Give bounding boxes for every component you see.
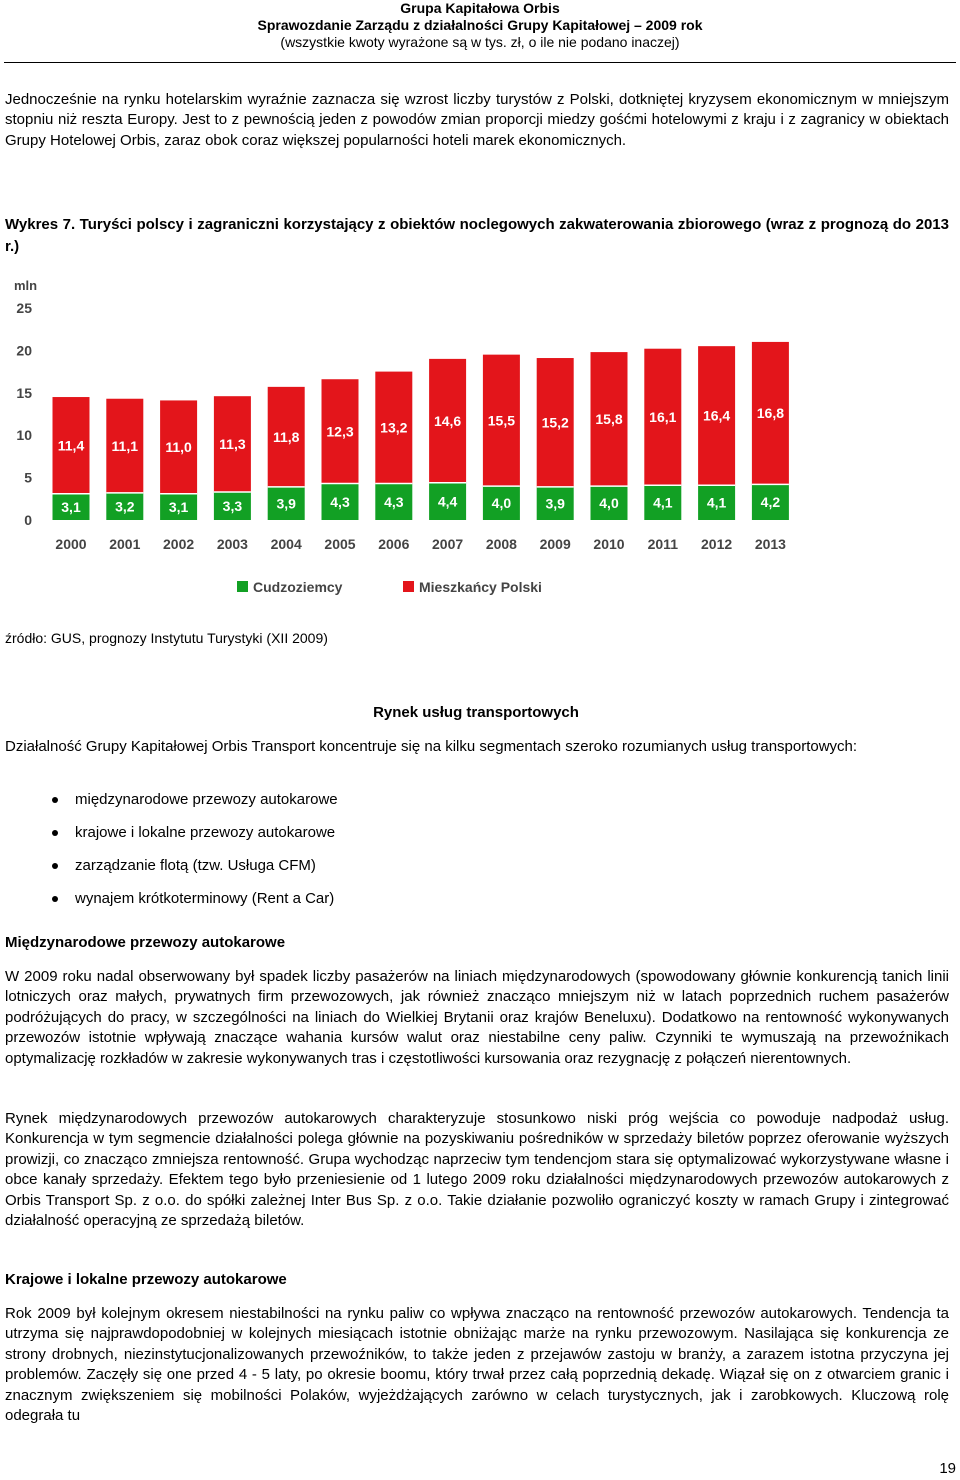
data-label-mieszkancy: 15,8 [595,411,623,428]
data-label-mieszkancy: 15,5 [487,412,516,429]
legend-swatch-cudzoziemcy [237,581,248,592]
header-currency-note: (wszystkie kwoty wyrażone są w tys. zł, o ile nie podano inaczej) [280,34,680,50]
data-label-mieszkancy: 11,1 [111,437,139,454]
data-label-cudzoziemcy: 3,9 [545,495,565,512]
data-label-cudzoziemcy: 4,4 [437,493,458,510]
data-label-cudzoziemcy: 4,0 [599,495,619,512]
x-tick-label: 2005 [324,536,356,552]
legend-swatch-mieszkancy [403,581,414,592]
x-tick-label: 2001 [109,536,141,552]
list-item-text: międzynarodowe przewozy autokarowe [75,791,338,808]
legend-label-mieszkancy: Mieszkańcy Polski [419,579,542,595]
intl-paragraph-1: W 2009 roku nadal obserwowany był spadek liczby pasażerów na liniach międzynarodowych (spowodowany głównie konkurencją tanich linii lotniczych oraz małych, prywatnych firm przewozowych, jak również znacząco mniejszym niż w latach poprzednich ruchem pasażerów podróżujących do pracy, w szczególności na liniach do Wielkiej Brytanii oraz krajów Beneluxu). Dodatkowo na rentowność wykonywanych przewozów istotnie wpływają znaczące wahania kursów walut oraz niestabilne ceny paliw. Czynniki te wymuszają na przewoźnikach optymalizację rozkładów w zakresie wykonywanych tras i częstotliwości kursowania oraz rezygnację z połączeń nierentownych. [5,968,949,1067]
domestic-paragraph: Rok 2009 był kolejnym okresem niestabilności na rynku paliw co wpływa znacząco na rentowność przewozów autokarowych. Tendencja ta utrzyma się najprawdopodobniej w kolejnych miesiącach istotnie obniżając marże na rynku przewozowym. Nasilająca się konkurencja ze strony drobnych, niezinstytucjonalizowanych przewoźników, to także jeden z przejawów zastoju w branży, a zarazem istotna przyczyna jej problemów. Zaczęły się one przed 4 - 5 laty, po okresie boomu, który trwał przez całą poprzednią dekadę. Wiązał się on z otwarciem granic i znacznym zwiększeniem się mobilności Polaków, wyjeżdżających zarówno w celach turystycznych, jak i zarobkowych. Kluczową rolę odegrała tu [5,1305,949,1425]
y-tick-label: 15 [16,384,32,401]
intl-heading: Międzynarodowe przewozy autokarowe [5,934,286,951]
y-tick-label: 25 [16,300,32,316]
service-list [52,787,338,919]
data-label-mieszkancy: 16,8 [756,405,785,422]
chart-source: źródło: GUS, prognozy Instytutu Turystyki (XII 2009) [5,630,328,646]
chart-caption: Wykres 7. Turyści polscy i zagraniczni korzystający z obiektów noclegowych zakwaterowania zbiorowego (wraz z prognozą do 2013 r.) [5,216,949,255]
x-tick-label: 2002 [163,536,195,552]
y-tick-label: 0 [24,512,32,528]
bullet-icon [52,830,58,836]
x-tick-label: 2012 [701,536,733,552]
transport-intro: Działalność Grupy Kapitałowej Orbis Transport koncentruje się na kilku segmentach szeroko rozumianych usług transportowych: [5,738,858,755]
data-label-mieszkancy: 11,0 [165,439,192,456]
section-title: Rynek usług transportowych [373,704,579,721]
x-tick-label: 2004 [270,536,302,552]
x-tick-label: 2011 [647,536,678,552]
data-label-mieszkancy: 11,4 [57,437,85,454]
intl-paragraph-2: Rynek międzynarodowych przewozów autokarowych charakteryzuje stosunkowo niski próg wejścia co powoduje nadpodaż usług. Konkurencja w tym segmencie działalności polega głównie na pozyskiwaniu pośredników w sprzedaży biletów poprzez oferowanie wyższych prowizji, co znacząco zmniejsza rentowność. Grupa wychodząc naprzeciw tym tendencjom stara się optymalizować wykorzystywane własne i obce kanały sprzedaży. Efektem tego było przeniesienie od 1 lutego 2009 roku działalności międzynarodowych przewozów autokarowych z Orbis Transport Sp. z o.o. do spółki zależnej Inter Bus Sp. z o.o. Takie działanie pozwoliło ograniczyć koszty w ramach Grupy i zintegrować działalność operacyjną ze sprzedażą biletów. [5,1110,949,1230]
data-label-cudzoziemcy: 3,3 [222,498,243,515]
bullet-icon [52,797,58,803]
x-tick-label: 2009 [539,536,571,552]
page-number: 19 [939,1460,956,1477]
data-label-mieszkancy: 12,3 [326,423,354,440]
x-tick-label: 2008 [485,536,517,552]
header-company: Grupa Kapitałowa Orbis [400,0,560,16]
legend-label-cudzoziemcy: Cudzoziemcy [253,579,343,595]
x-tick-label: 2006 [378,536,410,552]
data-label-mieszkancy: 15,2 [541,414,569,431]
list-item-text: wynajem krótkoterminowy (Rent a Car) [75,890,335,907]
data-label-cudzoziemcy: 3,1 [61,498,81,515]
data-label-cudzoziemcy: 4,0 [491,495,512,512]
data-label-mieszkancy: 13,2 [380,419,408,436]
data-label-mieszkancy: 16,1 [649,408,677,425]
header-report-title: Sprawozdanie Zarządu z działalności Grupy Kapitałowej – 2009 rok [257,17,703,33]
y-tick-label: 5 [24,469,32,486]
data-label-cudzoziemcy: 4,1 [653,494,673,511]
x-tick-label: 2000 [55,536,87,552]
chart-svg [0,270,800,600]
data-label-cudzoziemcy: 4,2 [760,494,781,511]
y-unit-label: mln [14,278,38,293]
list-item-text: krajowe i lokalne przewozy autokarowe [75,824,336,841]
list-item-text: zarządzanie flotą (tzw. Usługa CFM) [75,857,316,874]
data-label-cudzoziemcy: 3,2 [115,498,135,515]
page-header [0,0,960,51]
x-tick-label: 2010 [593,536,625,552]
data-label-cudzoziemcy: 3,1 [168,498,189,515]
data-label-cudzoziemcy: 3,9 [276,495,296,512]
data-label-cudzoziemcy: 4,1 [706,494,727,511]
data-label-cudzoziemcy: 4,3 [330,493,350,510]
data-label-mieszkancy: 14,6 [433,412,462,429]
y-tick-label: 20 [16,342,32,359]
x-tick-label: 2013 [754,536,786,552]
intro-paragraph: Jednocześnie na rynku hotelarskim wyraźnie zaznacza się wzrost liczby turystów z Polski, dotkniętej kryzysem ekonomicznym w mniejszym stopniu niż reszta Europy. Jest to z pewnością jeden z powodów zmian proporcji miedzy gośćmi hotelowymi z kraju i z zagranicy w obiektach Grupy Hotelowej Orbis, zaraz obok coraz większej popularności hoteli marek ekonomicznych. [5,91,949,149]
x-tick-label: 2003 [216,536,248,552]
data-label-mieszkancy: 11,3 [219,436,246,453]
data-label-mieszkancy: 11,8 [272,428,300,445]
list-item [52,886,338,919]
list-item [52,820,338,853]
tourists-chart [0,270,800,600]
data-label-cudzoziemcy: 4,3 [384,493,404,510]
domestic-heading: Krajowe i lokalne przewozy autokarowe [5,1271,287,1288]
data-label-mieszkancy: 16,4 [702,407,731,424]
list-item [52,787,338,820]
header-divider [4,62,956,63]
bullet-icon [52,896,58,902]
x-tick-label: 2007 [432,536,464,552]
y-tick-label: 10 [16,427,32,444]
bullet-icon [52,863,58,869]
list-item [52,853,338,886]
